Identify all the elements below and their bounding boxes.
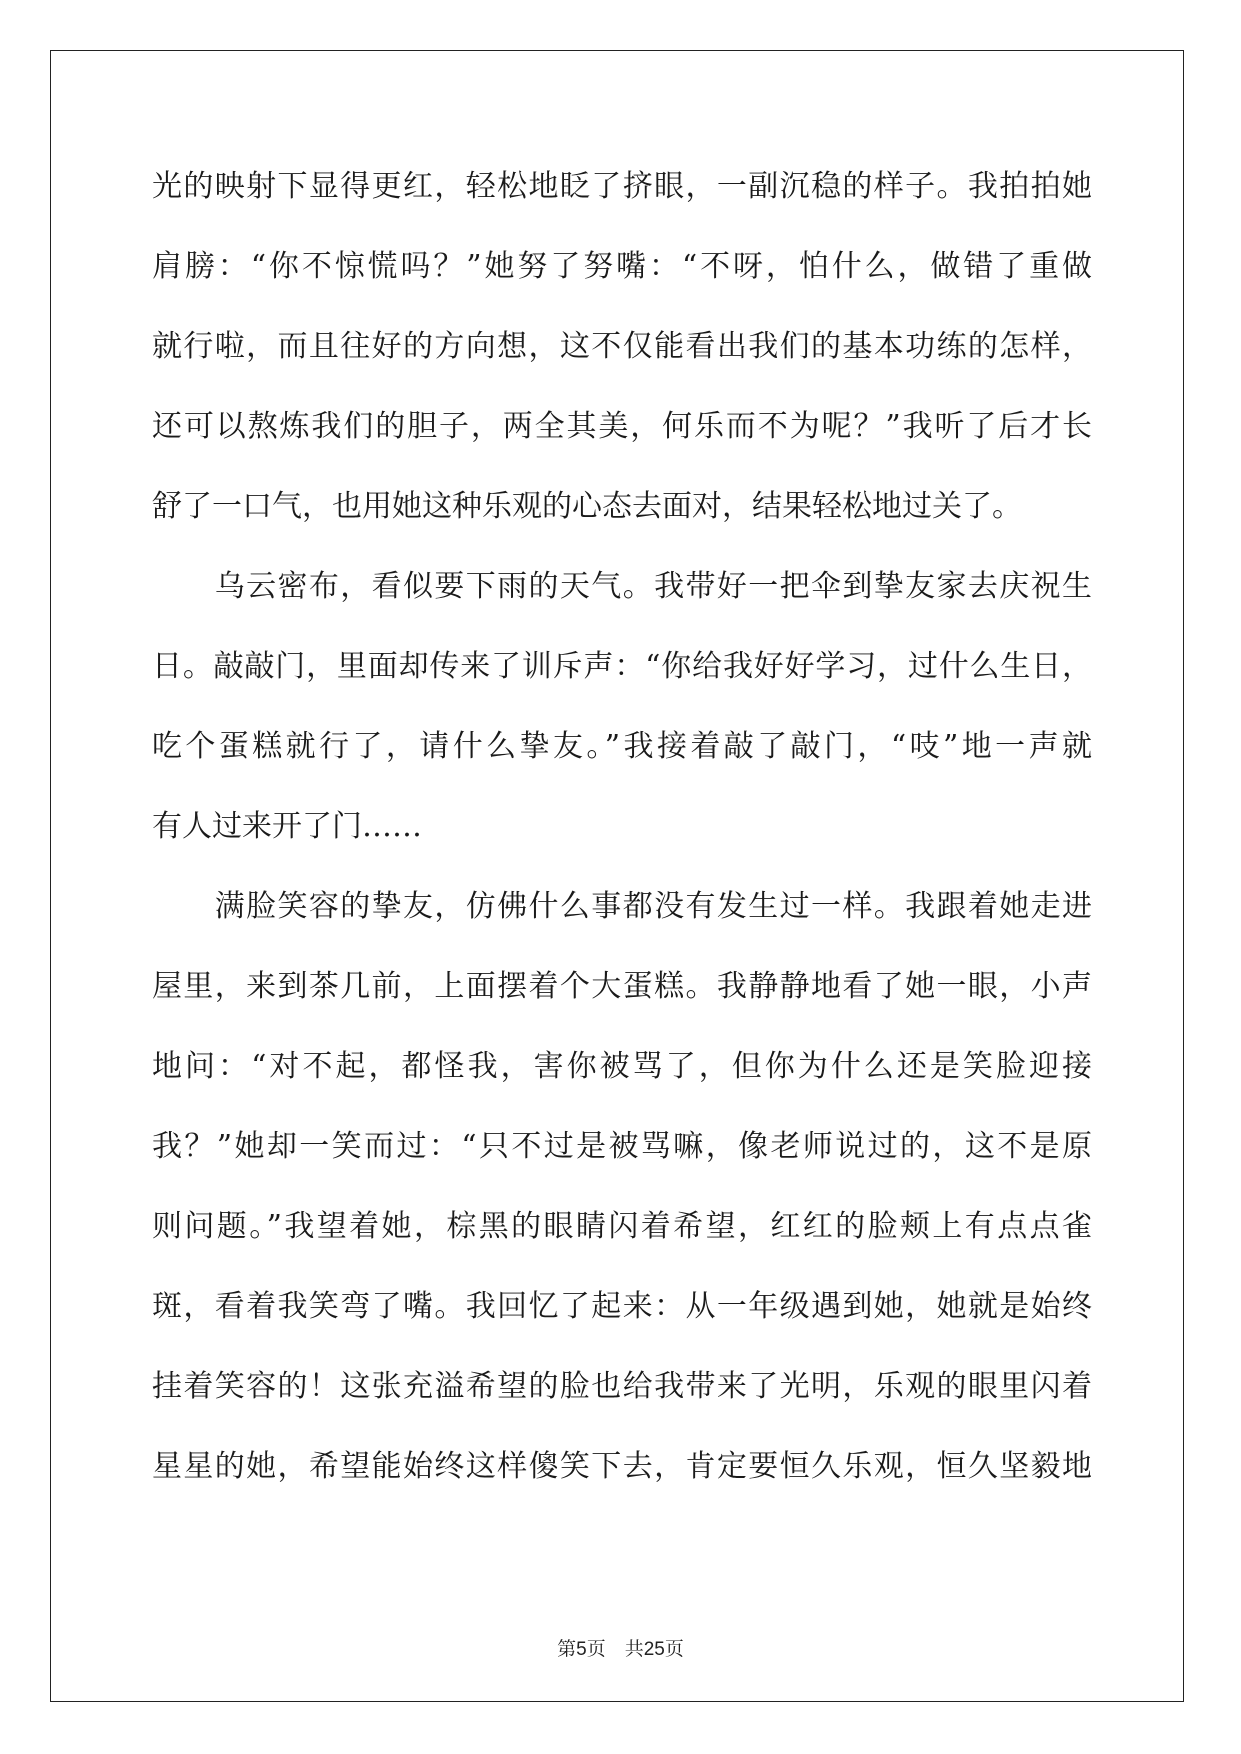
text-line: 还可以熬炼我们的胆子，两全其美，何乐而不为呢？”我听了后才长: [152, 409, 1092, 444]
text-line: 乌云密布，看似要下雨的天气。我带好一把伞到挚友家去庆祝生: [152, 569, 1092, 604]
text-line: 舒了一口气，也用她这种乐观的心态去面对，结果轻松地过关了。: [152, 489, 1022, 524]
text-line: 有人过来开了门……: [152, 809, 422, 844]
total-suffix: 页: [664, 1638, 684, 1660]
text-line: 地问：“对不起，都怪我，害你被骂了，但你为什么还是笑脸迎接: [152, 1049, 1092, 1084]
text-line: 则问题。”我望着她，棕黑的眼睛闪着希望，红红的脸颊上有点点雀: [152, 1209, 1092, 1244]
text-line: 挂着笑容的！这张充溢希望的脸也给我带来了光明，乐观的眼里闪着: [152, 1369, 1092, 1404]
text-line: 光的映射下显得更红，轻松地眨了挤眼，一副沉稳的样子。我拍拍她: [152, 169, 1092, 204]
total-pages: 25: [643, 1639, 665, 1660]
text-line: 就行啦，而且往好的方向想，这不仅能看出我们的基本功练的怎样，: [152, 329, 1092, 364]
page-number: 5: [576, 1639, 587, 1660]
text-line: 肩膀：“你不惊慌吗？”她努了努嘴：“不呀，怕什么，做错了重做: [152, 249, 1092, 284]
text-line: 星星的她，希望能始终这样傻笑下去，肯定要恒久乐观，恒久坚毅地: [152, 1449, 1092, 1484]
text-line: 斑，看着我笑弯了嘴。我回忆了起来：从一年级遇到她，她就是始终: [152, 1289, 1092, 1324]
document-body: [152, 160, 1092, 1520]
text-line: 吃个蛋糕就行了，请什么挚友。”我接着敲了敲门，“吱”地一声就: [152, 729, 1092, 764]
total-prefix: 共: [624, 1638, 644, 1660]
page-prefix: 第: [557, 1638, 577, 1660]
text-line: 满脸笑容的挚友，仿佛什么事都没有发生过一样。我跟着她走进: [152, 889, 1092, 924]
page-suffix: 页: [586, 1638, 606, 1660]
page-footer: [0, 1634, 1241, 1661]
text-line: 屋里，来到茶几前，上面摆着个大蛋糕。我静静地看了她一眼，小声: [152, 969, 1092, 1004]
text-line: 日。敲敲门，里面却传来了训斥声：“你给我好好学习，过什么生日，: [152, 649, 1092, 684]
text-line: 我？”她却一笑而过：“只不过是被骂嘛，像老师说过的，这不是原: [152, 1129, 1092, 1164]
